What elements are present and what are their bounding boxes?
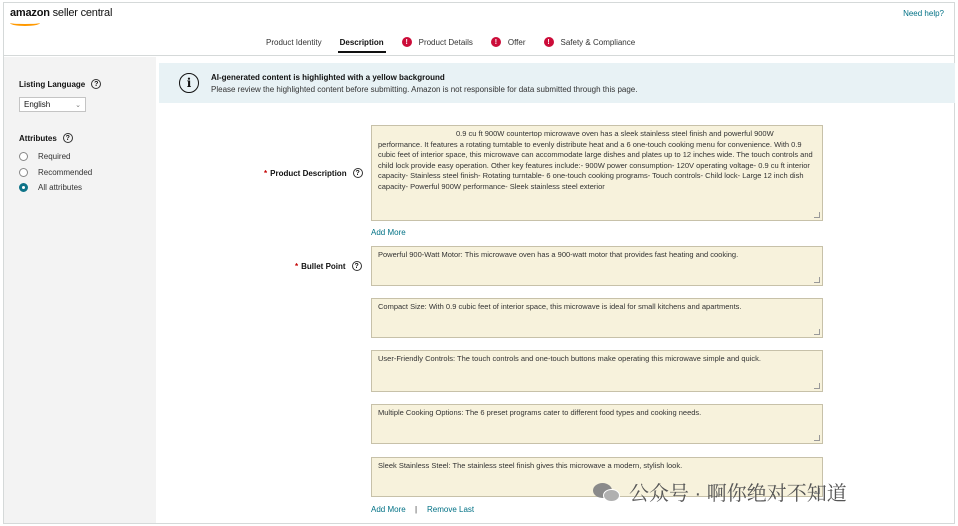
header-divider <box>4 55 954 56</box>
radio-all-attributes[interactable] <box>19 183 82 192</box>
radio-button[interactable] <box>19 152 28 161</box>
language-value: English <box>24 100 51 109</box>
remove-last-link[interactable]: Remove Last <box>427 505 475 514</box>
product-description-input[interactable] <box>371 125 823 221</box>
tab-label: Description <box>339 37 384 47</box>
tab-product-details[interactable] <box>402 31 473 53</box>
radio-label: Required <box>38 152 71 161</box>
radio-label: All attributes <box>38 183 83 192</box>
product-description-label-text: Product Description <box>270 168 347 178</box>
listing-language-label <box>19 79 101 89</box>
wechat-icon <box>593 481 621 503</box>
link-separator: | <box>415 505 418 514</box>
bullet-point-input[interactable] <box>371 404 823 444</box>
radio-label: Recommended <box>38 168 93 177</box>
banner-title: AI-generated content is highlighted with a yellow background <box>211 72 445 82</box>
bullet-point-input[interactable] <box>371 298 823 338</box>
required-marker: * <box>264 168 268 178</box>
help-icon[interactable]: ? <box>352 261 362 271</box>
tab-label: Product Identity <box>266 37 322 47</box>
banner-body: Please review the highlighted content before submitting. Amazon is not responsible for data submitted through this page. <box>211 84 638 94</box>
tab-offer[interactable] <box>491 31 526 53</box>
wechat-watermark <box>593 477 847 506</box>
radio-button[interactable] <box>19 168 28 177</box>
need-help-link[interactable]: Need help? <box>903 9 944 18</box>
info-icon: i <box>179 73 199 93</box>
radio-required[interactable] <box>19 152 70 161</box>
bullet-point-text: Powerful 900-Watt Motor: This microwave oven has a 900-watt motor that provides fast heating and cooking. <box>378 250 739 259</box>
logo-suffix: seller central <box>52 7 113 19</box>
add-more-description-link[interactable]: Add More <box>371 228 406 237</box>
tab-product-identity[interactable] <box>266 31 322 53</box>
sidebar <box>4 57 156 523</box>
tab-label: Safety & Compliance <box>560 37 636 47</box>
page-frame <box>3 2 955 524</box>
add-more-bullets-link[interactable]: Add More <box>371 505 406 514</box>
tab-bar <box>266 31 653 53</box>
amazon-seller-central-logo[interactable] <box>10 7 112 19</box>
bullet-point-text: Compact Size: With 0.9 cubic feet of interior space, this microwave is ideal for small kitchens and apartments. <box>378 302 742 311</box>
tab-label: Product Details <box>418 37 473 47</box>
bullet-point-label <box>295 261 362 271</box>
bullet-point-text: Sleek Stainless Steel: The stainless steel finish gives this microwave a modern, stylish look. <box>378 461 683 470</box>
watermark-text: 公众号 · 啊你绝对不知道 <box>629 483 847 505</box>
radio-recommended[interactable] <box>19 168 92 177</box>
error-icon: ! <box>544 37 554 47</box>
ai-info-banner <box>159 63 955 103</box>
radio-button-selected[interactable] <box>19 183 28 192</box>
bullet-point-label-text: Bullet Point <box>301 261 346 271</box>
tab-description[interactable] <box>340 31 384 53</box>
bullet-point-text: Multiple Cooking Options: The 6 preset programs cater to different food types and cooking needs. <box>378 408 702 417</box>
help-icon[interactable]: ? <box>63 133 73 143</box>
error-icon: ! <box>402 37 412 47</box>
error-icon: ! <box>491 37 501 47</box>
amazon-smile-icon <box>10 20 40 26</box>
tab-label: Offer <box>507 37 526 47</box>
bullet-point-input[interactable] <box>371 246 823 286</box>
banner-text <box>211 73 637 94</box>
attributes-text: Attributes <box>19 133 57 143</box>
bullet-point-text: User-Friendly Controls: The touch controls and one-touch buttons make operating this microwave simple and quick. <box>378 354 761 363</box>
chevron-down-icon: ⌄ <box>75 101 81 109</box>
required-marker: * <box>295 261 299 271</box>
attributes-label <box>19 133 73 143</box>
product-description-label <box>264 168 363 178</box>
bullet-point-input[interactable] <box>371 350 823 392</box>
logo-brand: amazon <box>10 7 50 19</box>
help-icon[interactable]: ? <box>91 79 101 89</box>
product-description-text: 0.9 cu ft 900W countertop microwave oven has a sleek stainless steel finish and powerful 900W performance. It features a rotating turntable to evenly distribute heat and a 6 one-touch cooking menu for convenience. With 0.9 cubic feet of interior space, this microwave can accommodate large dishes and plates up to 12 inches wide. The touch controls and child lock provide easy operation. Other key features include:- 900W power consumption- 120V operating voltage- 0.9 cu ft interior capacity- Stainless steel finish- Rotating turntable- 6 one-touch cooking programs- Touch controls- Child lock- Large 12 inch dish capacity- Powerful 900W performance- Sleek stainless steel exterior <box>378 129 813 191</box>
listing-language-text: Listing Language <box>19 79 86 89</box>
help-icon[interactable]: ? <box>353 168 363 178</box>
tab-safety-compliance[interactable] <box>544 31 636 53</box>
language-select[interactable] <box>19 97 86 112</box>
